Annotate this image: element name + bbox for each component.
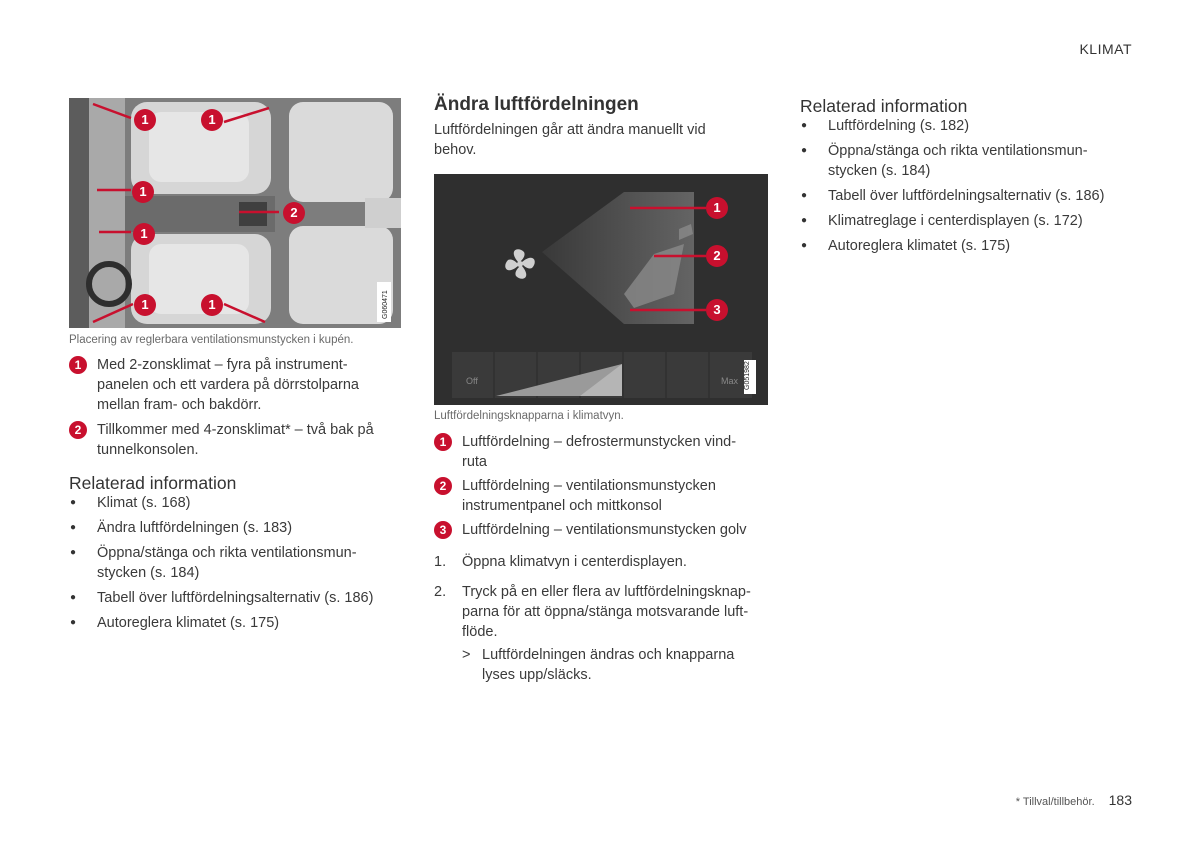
- intro-text: Luftfördelningen går att ändra manuellt vid behov.: [434, 122, 706, 158]
- footnote: * Tillval/tillbehör.: [1015, 796, 1095, 808]
- section-header: KLIMAT: [1079, 41, 1132, 57]
- figure-code: G060471: [382, 290, 389, 319]
- figure-caption: Placering av reglerbara ventilationsmunstycken i kupén.: [69, 334, 354, 346]
- related-heading: Relaterad information: [69, 473, 237, 493]
- callout-1: 1: [132, 181, 154, 203]
- legend-item: 2 Luftfördelning – ventilationsmunstycken instrumentpanel och mittkonsol: [434, 476, 792, 516]
- legend-text: panelen och ett vardera på dörrstolparna: [97, 377, 359, 393]
- related-link[interactable]: ● Tabell över luftfördelningsalternativ (s. 186): [69, 588, 373, 608]
- cabin-topview-illustration: [69, 98, 401, 328]
- step-result: > Luftfördelningen ändras och knapparna lyses upp/släcks.: [462, 647, 735, 683]
- callout-1: 1: [133, 223, 155, 245]
- related-link[interactable]: ● Autoreglera klimatet (s. 175): [800, 236, 1010, 256]
- number-badge: 2: [69, 421, 87, 439]
- footer: [1016, 792, 1132, 808]
- callout-3: 3: [706, 299, 728, 321]
- legend-item: [69, 420, 417, 460]
- section-title: Ändra luftfördelningen: [434, 94, 639, 115]
- callout-1: 1: [201, 109, 223, 131]
- legend-text: tunnelkonsolen.: [97, 442, 199, 458]
- callout-1: 1: [134, 109, 156, 131]
- figure-code: G051982: [744, 361, 751, 390]
- air-distribution-figure: [434, 174, 768, 405]
- off-label: Off: [466, 376, 478, 386]
- legend-item: 3 Luftfördelning – ventilationsmunstycken golv: [434, 520, 792, 540]
- legend-text: Tillkommer med 4-zonsklimat* – två bak på: [97, 422, 374, 438]
- number-badge: 1: [69, 356, 87, 374]
- related-link[interactable]: ● Öppna/stänga och rikta ventilationsmun- stycken (s. 184): [800, 141, 1088, 181]
- number-badge: 2: [434, 477, 452, 495]
- callout-1: 1: [706, 197, 728, 219]
- related-link[interactable]: ● Öppna/stänga och rikta ventilationsmun- stycken (s. 184): [69, 543, 357, 583]
- legend-text: Med 2-zonsklimat – fyra på instrument-: [97, 357, 348, 373]
- step-item: 2. Tryck på en eller flera av luftfördelningsknap- parna för att öppna/stänga motsvarande luft- flöde.: [434, 584, 751, 640]
- page-number: 183: [1108, 792, 1132, 808]
- legend-item: [69, 355, 417, 415]
- related-link[interactable]: ● Klimatreglage i centerdisplayen (s. 172): [800, 211, 1083, 231]
- callout-2: 2: [283, 202, 305, 224]
- legend-text: mellan fram- och bakdörr.: [97, 397, 262, 413]
- step-item: 1. Öppna klimatvyn i centerdisplayen.: [434, 554, 687, 570]
- cabin-vents-figure: [69, 98, 401, 328]
- number-badge: 1: [434, 433, 452, 451]
- number-badge: 3: [434, 521, 452, 539]
- related-heading: Relaterad information: [800, 96, 968, 116]
- related-link[interactable]: ● Luftfördelning (s. 182): [800, 116, 969, 136]
- callout-1: 1: [201, 294, 223, 316]
- related-link[interactable]: ● Klimat (s. 168): [69, 493, 190, 513]
- related-link[interactable]: ● Ändra luftfördelningen (s. 183): [69, 518, 292, 538]
- legend-item: 1 Luftfördelning – defrostermunstycken vind- ruta: [434, 432, 792, 472]
- callout-2: 2: [706, 245, 728, 267]
- related-link[interactable]: ● Tabell över luftfördelningsalternativ (s. 186): [800, 186, 1104, 206]
- figure-caption: Luftfördelningsknapparna i klimatvyn.: [434, 410, 624, 422]
- max-label: Max: [721, 376, 739, 386]
- related-link[interactable]: ● Autoreglera klimatet (s. 175): [69, 613, 279, 633]
- callout-1: 1: [134, 294, 156, 316]
